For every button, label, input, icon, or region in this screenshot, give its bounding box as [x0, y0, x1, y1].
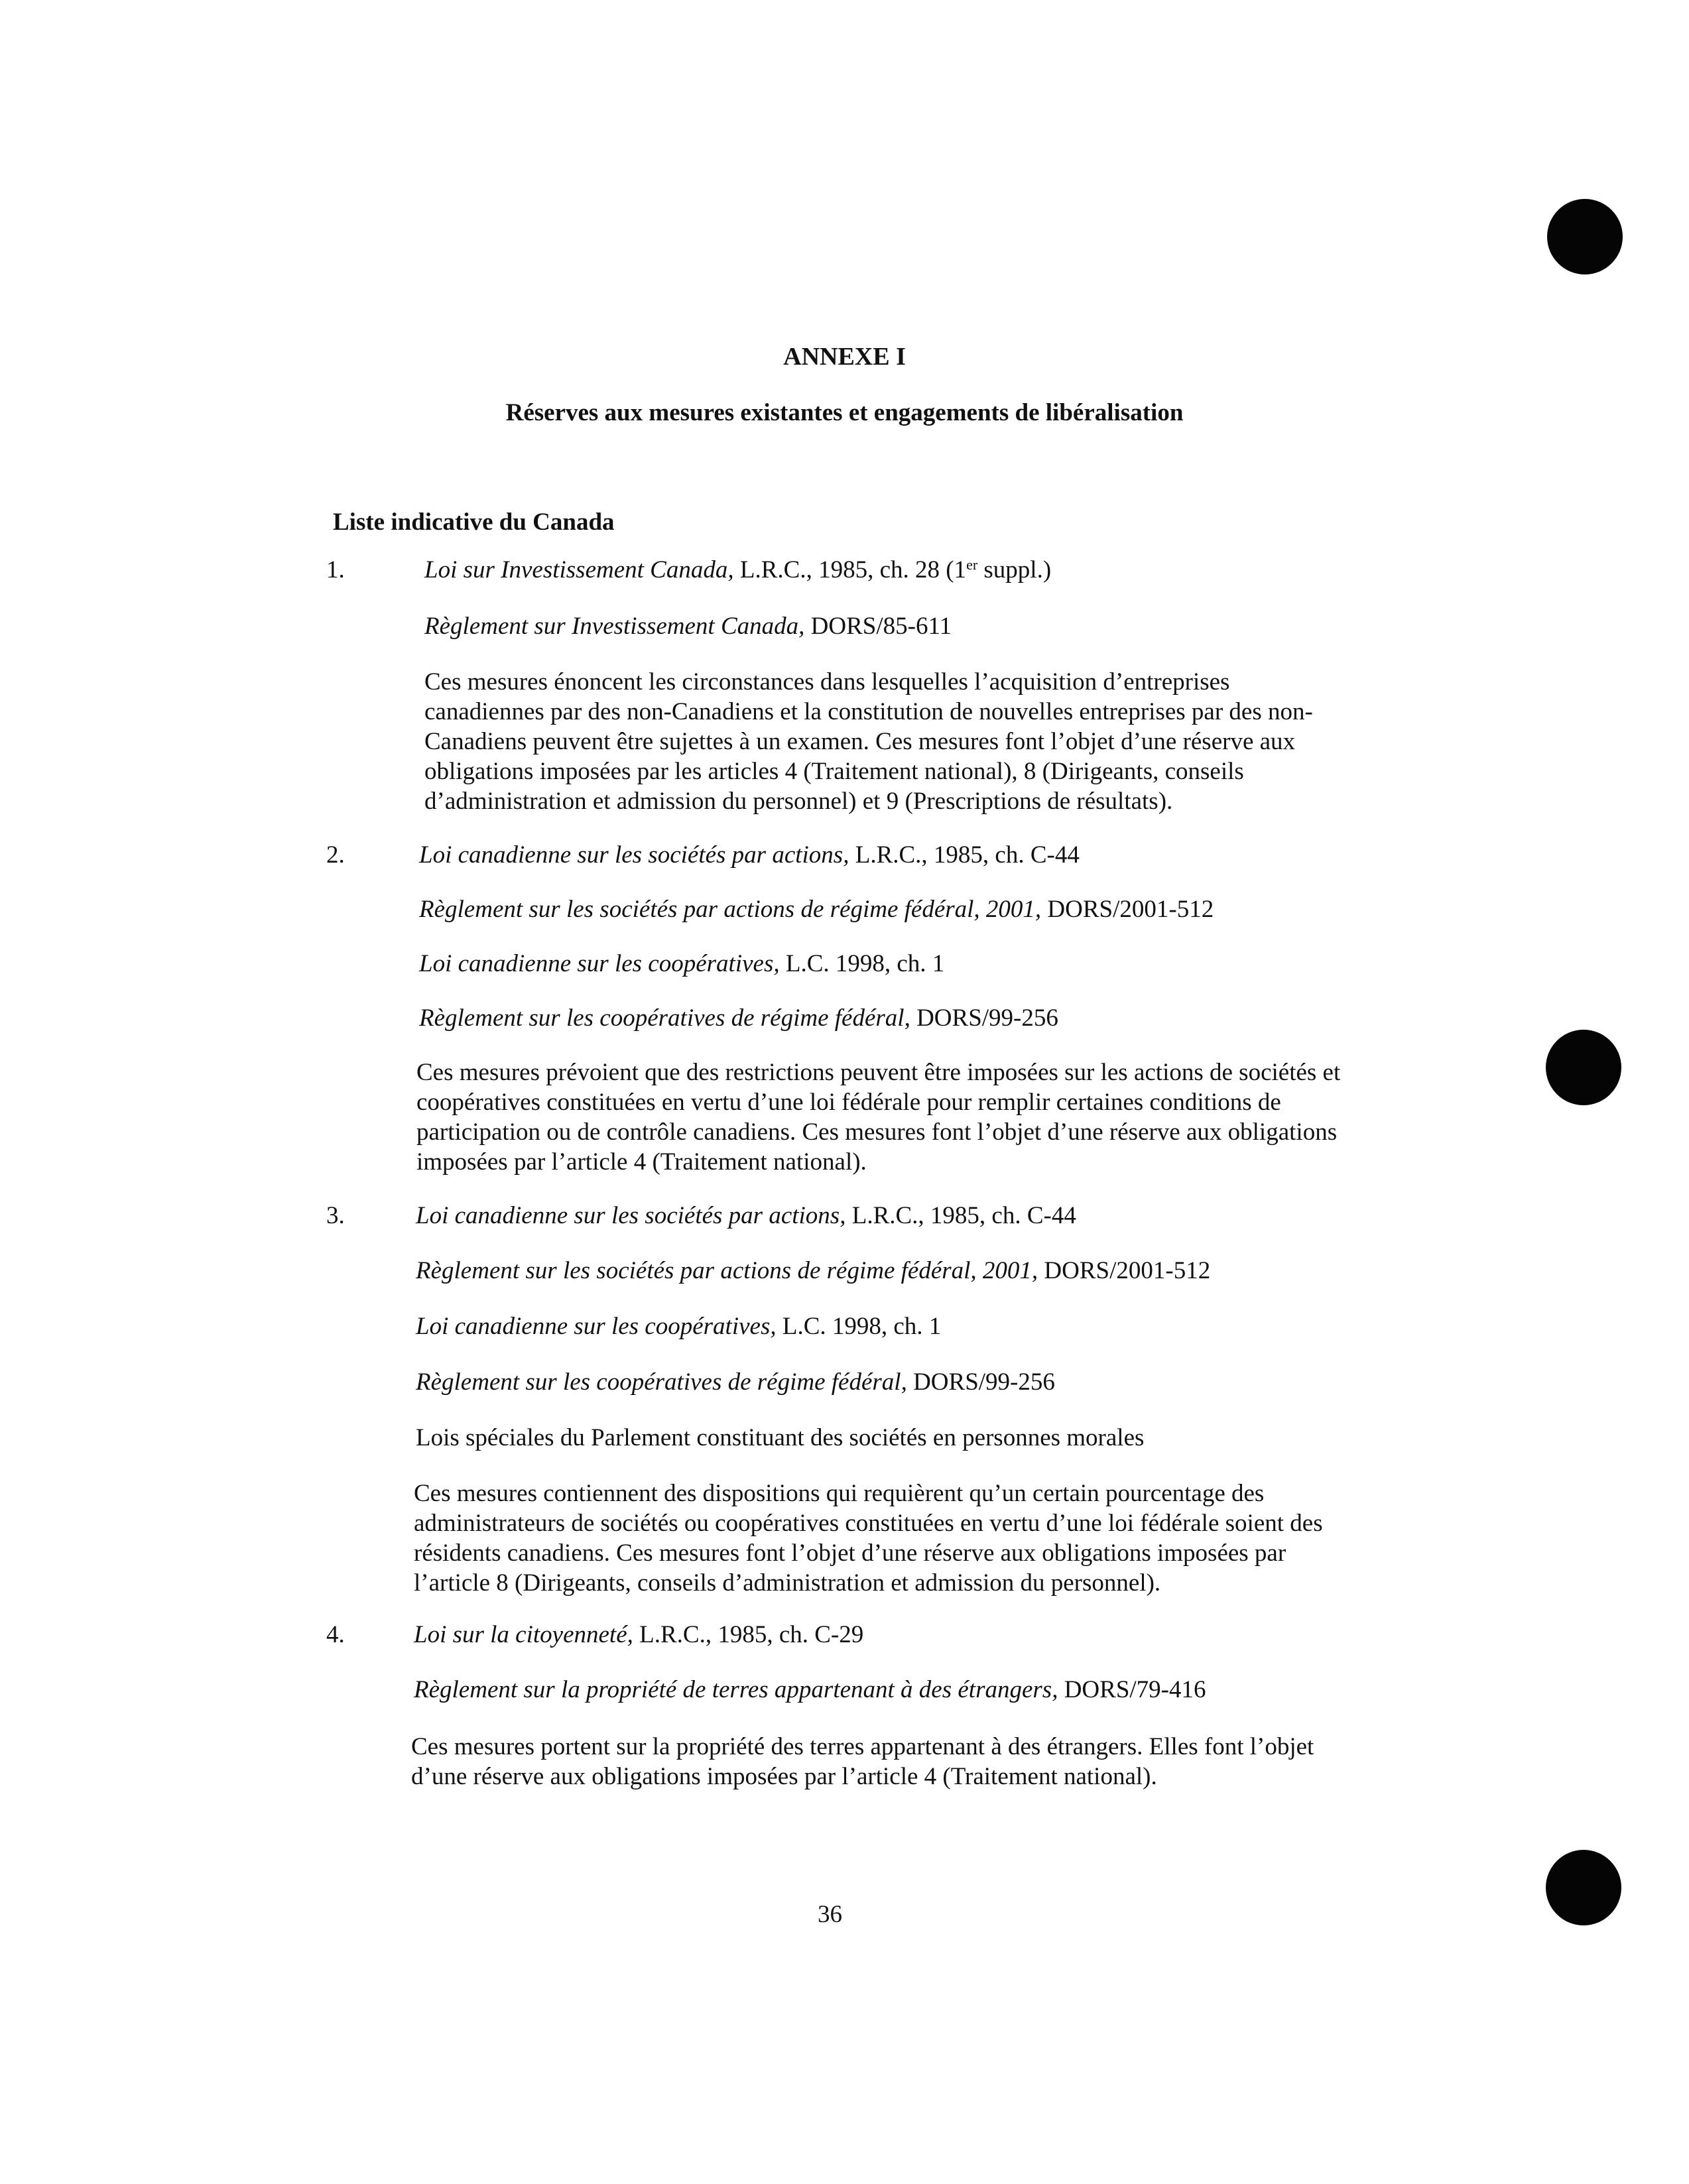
binder-hole: [1546, 1850, 1621, 1925]
annex-title: ANNEXE I: [783, 343, 906, 371]
entry-reference: Loi sur Investissement Canada, L.R.C., 1985, ch. 28 (1er suppl.): [424, 556, 1052, 583]
entry-reference: Règlement sur les sociétés par actions de régime fédéral, 2001, DORS/2001-512: [419, 896, 1214, 923]
entry-description: Ces mesures portent sur la propriété des terres appartenant à des étrangers. Elles font l’objet d’une réserve aux obligations imposées par l’article 4 (Traitement national).: [411, 1733, 1314, 1790]
list-title: Liste indicative du Canada: [333, 509, 615, 536]
entry-description: Ces mesures contiennent des dispositions qui requièrent qu’un certain pourcentage des administrateurs de sociétés ou coopératives constituées en vertu d’une loi fédérale soient des résidents canadiens. Ces mesures font l’objet d’une réserve aux obligations imposées par l’article 8 (Dirigeants, conseils d’administration et admission du personnel).: [414, 1480, 1323, 1597]
entry-reference: Loi sur la citoyenneté, L.R.C., 1985, ch. C-29: [414, 1621, 864, 1648]
entry-reference: Règlement sur Investissement Canada, DORS/85-611: [424, 613, 952, 640]
binder-hole: [1547, 199, 1623, 274]
entry-reference: Loi canadienne sur les sociétés par actions, L.R.C., 1985, ch. C-44: [419, 841, 1080, 869]
entry-reference: Règlement sur la propriété de terres appartenant à des étrangers, DORS/79-416: [414, 1676, 1206, 1703]
entry-reference: Lois spéciales du Parlement constituant des sociétés en personnes morales: [416, 1424, 1145, 1451]
entry-reference: Loi canadienne sur les coopératives, L.C. 1998, ch. 1: [416, 1313, 942, 1340]
annex-subtitle: Réserves aux mesures existantes et engagements de libéralisation: [505, 399, 1184, 426]
entry-reference: Règlement sur les coopératives de régime fédéral, DORS/99-256: [416, 1368, 1055, 1396]
entry-description: Ces mesures prévoient que des restrictions peuvent être imposées sur les actions de sociétés et coopératives constituées en vertu d’une loi fédérale pour remplir certaines conditions de participation ou de contrôle canadiens. Ces mesures font l’objet d’une réserve aux obligations imposées par l’article 4 (Traitement national).: [416, 1059, 1341, 1176]
page-number: 36: [818, 1901, 842, 1928]
entry-reference: Loi canadienne sur les sociétés par actions, L.R.C., 1985, ch. C-44: [416, 1202, 1076, 1229]
entry-description: Ces mesures énoncent les circonstances dans lesquelles l’acquisition d’entreprises canadiennes par des non-Canadiens et la constitution de nouvelles entreprises par des non-Canadiens peuvent être sujettes à un examen. Ces mesures font l’objet d’une réserve aux obligations imposées par les articles 4 (Traitement national), 8 (Dirigeants, conseils d’administration et admission du personnel) et 9 (Prescriptions de résultats).: [424, 668, 1313, 815]
entry-number: 1.: [326, 556, 345, 583]
entry-reference: Règlement sur les sociétés par actions de régime fédéral, 2001, DORS/2001-512: [416, 1257, 1211, 1284]
entry-number: 4.: [326, 1621, 345, 1648]
entry-reference: Règlement sur les coopératives de régime fédéral, DORS/99-256: [419, 1004, 1058, 1032]
entry-number: 3.: [326, 1202, 345, 1229]
entry-reference: Loi canadienne sur les coopératives, L.C. 1998, ch. 1: [419, 950, 945, 977]
binder-hole: [1546, 1030, 1621, 1105]
entry-number: 2.: [326, 841, 345, 869]
